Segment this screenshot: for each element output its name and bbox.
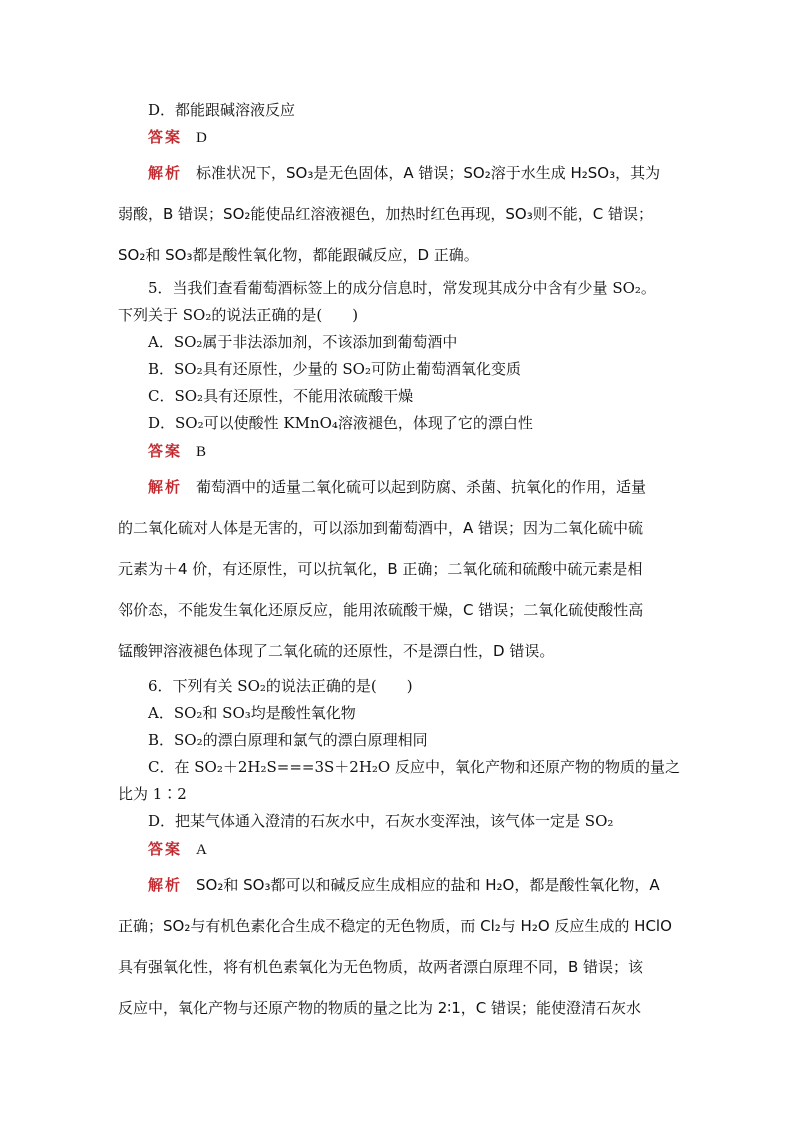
q5-option-a: A．SO₂属于非法添加剂，不该添加到葡萄酒中	[148, 333, 458, 351]
q6-option-c-line-1: C．在 SO₂＋2H₂S===3S＋2H₂O 反应中，氧化产物和还原产物的物质的量之	[148, 758, 680, 776]
explanation-label: 解析	[148, 478, 183, 496]
q5-explanation-line-3: 元素为＋4 价，有还原性，可以抗氧化，B 正确；二氧化硫和硫酸中硫元素是相	[118, 560, 643, 578]
answer-value: A	[196, 842, 207, 858]
q5-explanation-line-4: 邻价态，不能发生氧化还原反应，能用浓硫酸干燥，C 错误；二氧化硫使酸性高	[118, 601, 644, 619]
q6-explanation-line-1	[148, 875, 660, 895]
q5-answer	[148, 441, 206, 462]
q6-answer	[148, 839, 207, 860]
explanation-label: 解析	[148, 876, 183, 894]
q5-option-d: D．SO₂可以使酸性 KMnO₄溶液褪色，体现了它的漂白性	[148, 414, 533, 432]
explanation-text: SO₂和 SO₃都可以和碱反应生成相应的盐和 H₂O，都是酸性氧化物，A	[196, 876, 660, 894]
q6-explanation-line-3: 具有强氧化性，将有机色素氧化为无色物质，故两者漂白原理不同，B 错误；该	[118, 958, 644, 976]
q5-explanation-line-1	[148, 477, 646, 497]
q4-answer	[148, 127, 207, 148]
explanation-text: 标准状况下，SO₃是无色固体，A 错误；SO₂溶于水生成 H₂SO₃，其为	[196, 164, 661, 182]
q6-option-d: D．把某气体通入澄清的石灰水中，石灰水变浑浊，该气体一定是 SO₂	[148, 812, 614, 830]
q5-option-b: B．SO₂具有还原性，少量的 SO₂可防止葡萄酒氧化变质	[148, 360, 521, 378]
q6-option-a: A．SO₂和 SO₃均是酸性氧化物	[148, 704, 356, 722]
q5-option-c: C．SO₂具有还原性，不能用浓硫酸干燥	[148, 387, 414, 405]
q6-option-c-line-2: 比为 1∶2	[118, 785, 187, 803]
q5-stem-line-2: 下列关于 SO₂的说法正确的是( )	[118, 306, 359, 324]
q6-stem: 6．下列有关 SO₂的说法正确的是( )	[148, 677, 413, 695]
q6-explanation-line-2: 正确；SO₂与有机色素化合生成不稳定的无色物质，而 Cl₂与 H₂O 反应生成的 HClO	[118, 917, 672, 935]
q5-explanation-line-5: 锰酸钾溶液褪色体现了二氧化硫的还原性，不是漂白性，D 错误。	[118, 642, 555, 660]
q4-explanation-line-2: 弱酸，B 错误；SO₂能使品红溶液褪色，加热时红色再现，SO₃则不能，C 错误；	[118, 205, 653, 223]
answer-value: D	[196, 130, 207, 146]
q6-explanation-line-4: 反应中，氧化产物与还原产物的物质的量之比为 2∶1，C 错误；能使澄清石灰水	[118, 999, 642, 1017]
answer-value: B	[196, 444, 207, 460]
answer-label: 答案	[148, 128, 183, 146]
q5-stem-line-1: 5．当我们查看葡萄酒标签上的成分信息时，常发现其成分中含有少量 SO₂。	[148, 279, 656, 297]
q4-explanation-line-3: SO₂和 SO₃都是酸性氧化物，都能跟碱反应，D 正确。	[118, 246, 479, 264]
explanation-text: 葡萄酒中的适量二氧化硫可以起到防腐、杀菌、抗氧化的作用，适量	[196, 478, 647, 496]
q5-explanation-line-2: 的二氧化硫对人体是无害的，可以添加到葡萄酒中，A 错误；因为二氧化硫中硫	[118, 519, 644, 537]
q6-option-b: B．SO₂的漂白原理和氯气的漂白原理相同	[148, 731, 428, 749]
q4-option-d: D．都能跟碱溶液反应	[148, 101, 296, 119]
answer-label: 答案	[148, 840, 183, 858]
explanation-label: 解析	[148, 164, 183, 182]
q4-explanation-line-1	[148, 163, 660, 183]
answer-label: 答案	[148, 442, 183, 460]
